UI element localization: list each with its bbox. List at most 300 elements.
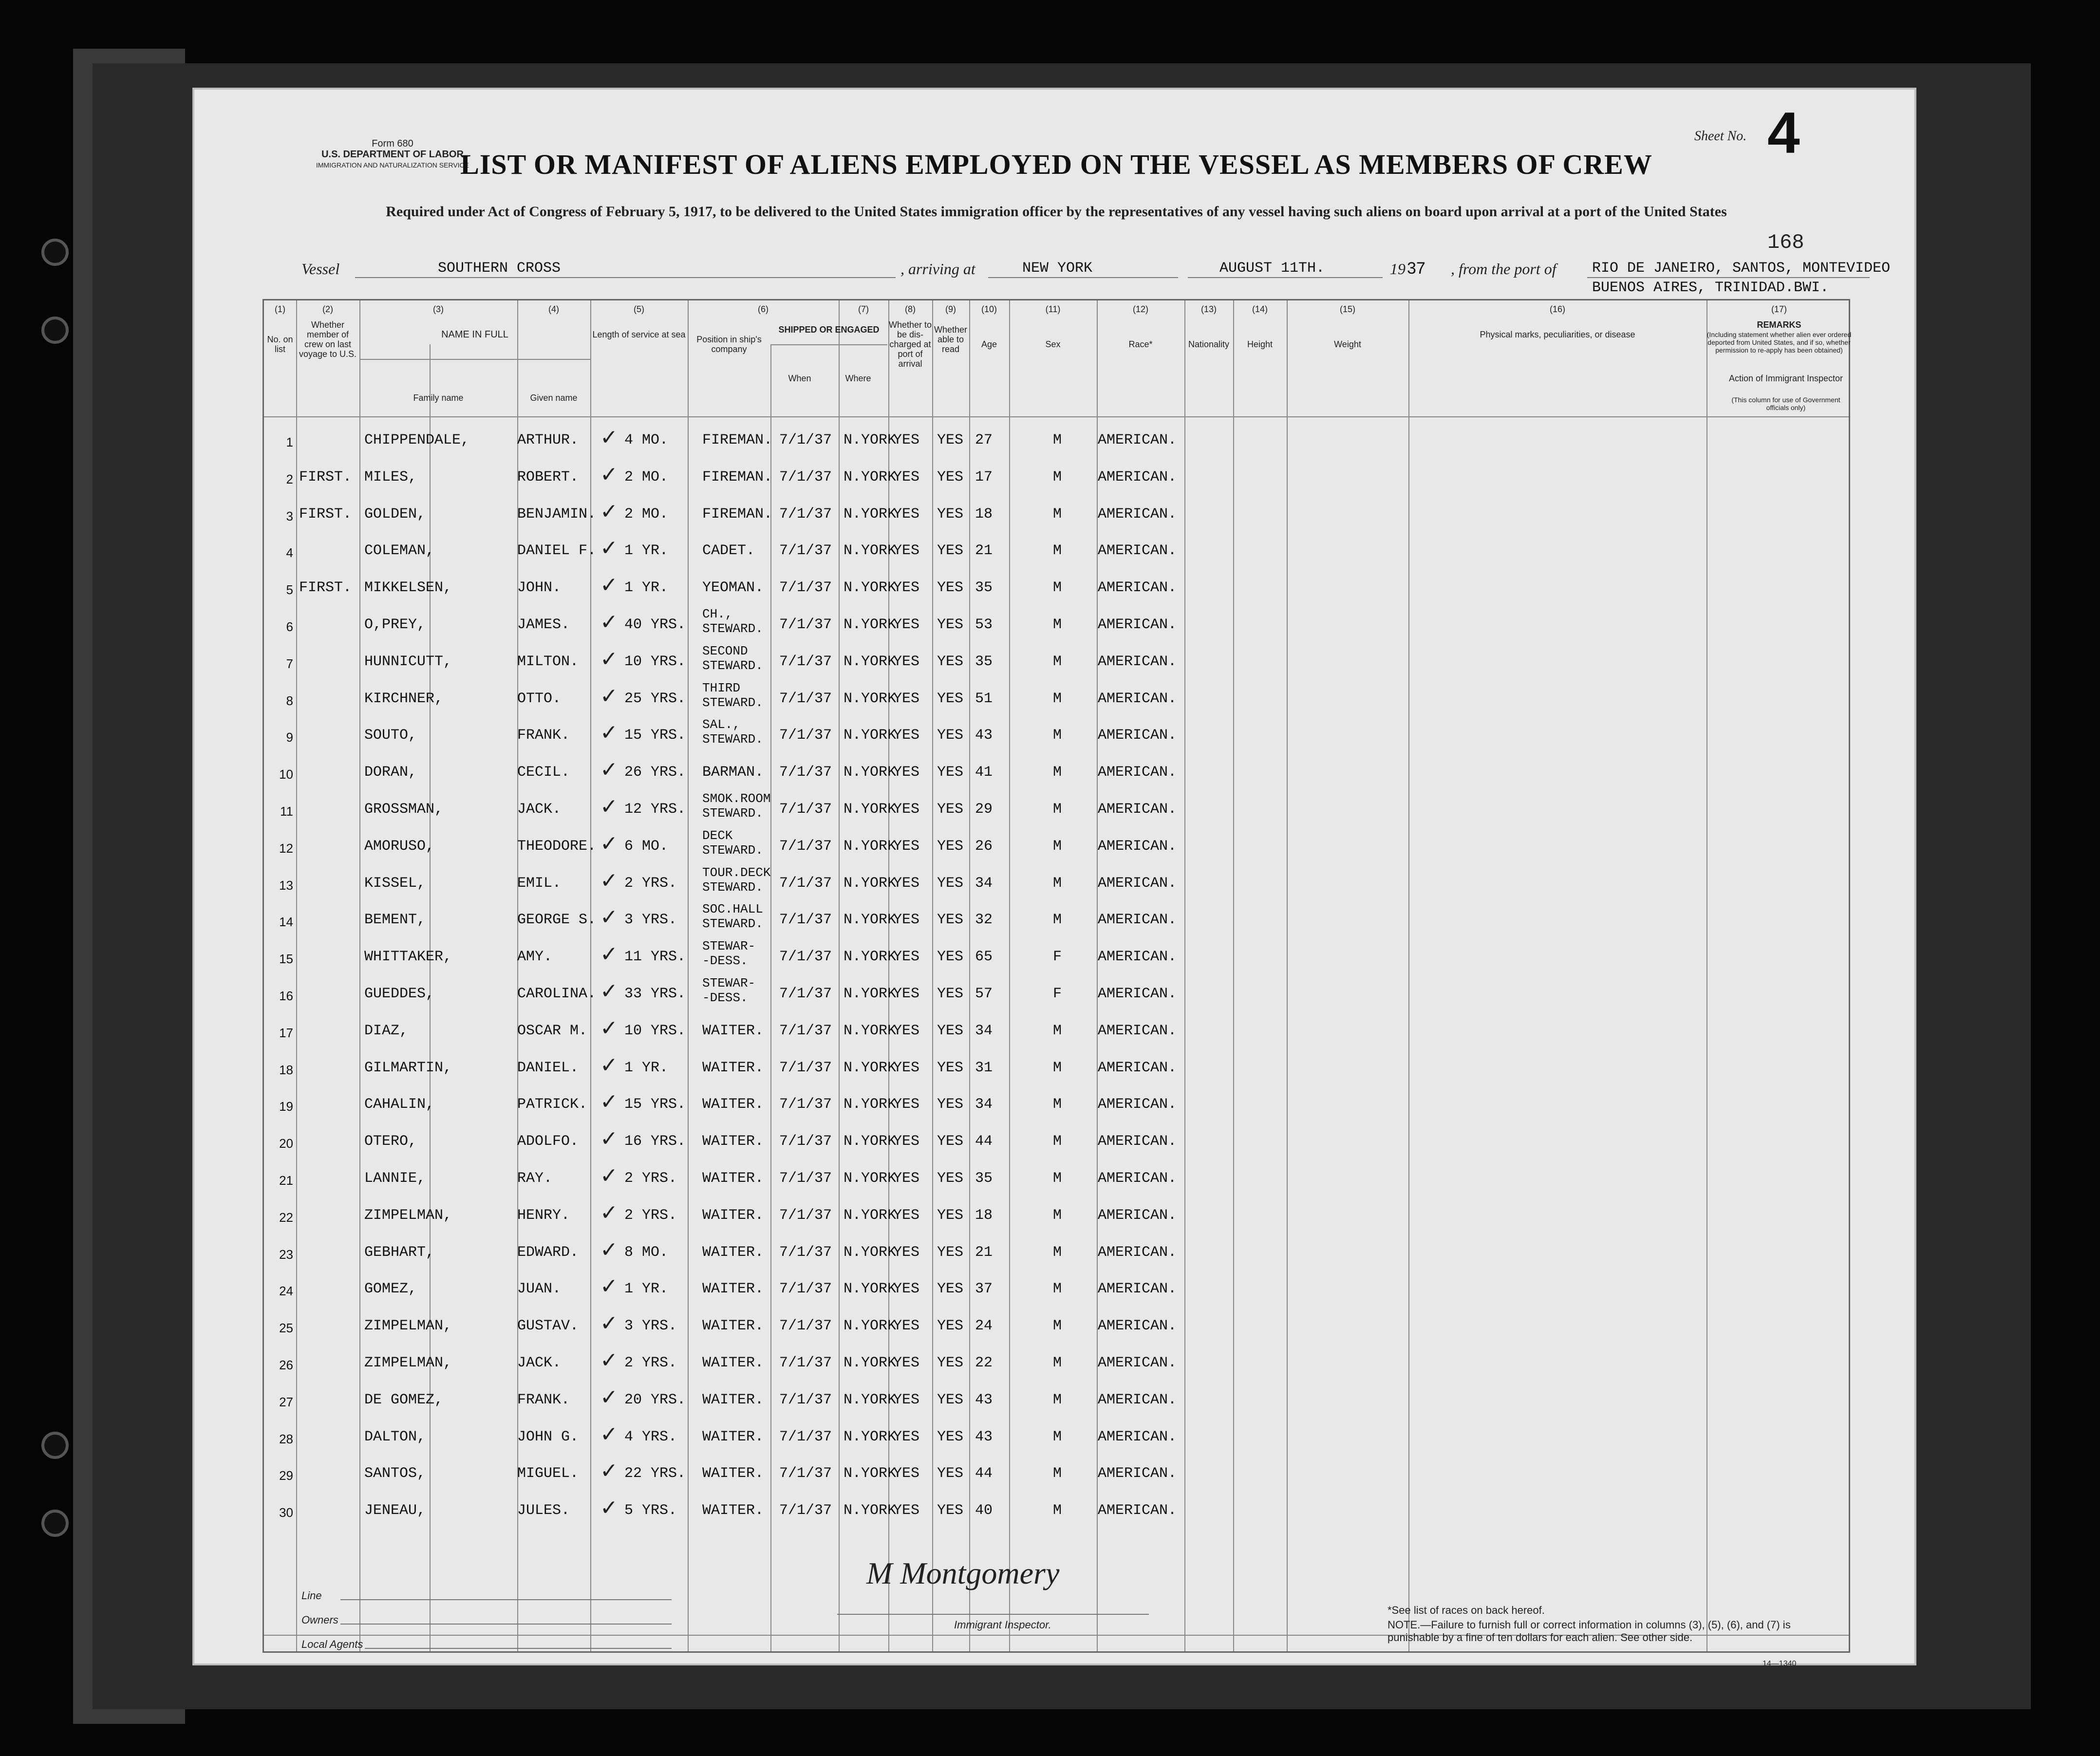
cell-able-to-read: YES [937, 1428, 964, 1445]
cell-able-to-read: YES [937, 505, 964, 523]
cell-position: WAITER. [702, 1465, 764, 1482]
cell-nationality: AMERICAN. [1098, 468, 1177, 486]
cell-age: 34 [975, 1096, 993, 1113]
cell-nationality: AMERICAN. [1098, 1170, 1177, 1187]
cell-able-to-read: YES [937, 764, 964, 781]
cell-position-line1: THIRD [702, 680, 741, 695]
binder-hole [41, 1510, 69, 1537]
cell-service: 22 YRS. [624, 1465, 686, 1482]
cell-shipped-when: 7/1/37 [779, 1022, 832, 1039]
cell-given-name: MILTON. [517, 653, 579, 670]
cell-shipped-when: 7/1/37 [779, 727, 832, 744]
cell-position: BARMAN. [702, 764, 764, 781]
cell-family-name: DIAZ, [364, 1022, 409, 1039]
cell-service: 4 MO. [624, 432, 669, 448]
cell-position: WAITER. [702, 1059, 764, 1076]
check-mark-icon: ✓ [600, 1311, 618, 1336]
cell-able-to-read: YES [937, 542, 964, 560]
cell-given-name: CECIL. [517, 764, 570, 781]
header-where: Where [845, 374, 871, 383]
cell-given-name: EDWARD. [517, 1244, 579, 1261]
cell-family-name: GOMEZ, [364, 1281, 417, 1298]
cell-nationality: AMERICAN. [1098, 1207, 1177, 1224]
cell-sex: M [1053, 1207, 1062, 1224]
cell-given-name: MIGUEL. [517, 1465, 579, 1482]
cell-shipped-when: 7/1/37 [779, 468, 832, 486]
col-num-7: (7) [858, 304, 869, 314]
cell-list-no: 22 [279, 1210, 293, 1225]
cell-able-to-read: YES [937, 949, 964, 966]
cell-position: WAITER. [702, 1502, 764, 1519]
cell-list-no: 9 [286, 730, 293, 745]
cell-age: 43 [975, 1391, 993, 1408]
check-mark-icon: ✓ [600, 1163, 618, 1188]
cell-shipped-when: 7/1/37 [779, 764, 832, 781]
cell-age: 29 [975, 801, 993, 818]
owners-label: Owners [301, 1614, 338, 1626]
cell-position-line2: STEWARD. [702, 916, 763, 932]
cell-discharged: YES [893, 764, 920, 781]
cell-shipped-where: N.YORK [844, 1465, 897, 1482]
cell-given-name: DANIEL. [517, 1059, 579, 1076]
cell-shipped-where: N.YORK [844, 1170, 897, 1187]
cell-able-to-read: YES [937, 1133, 964, 1150]
cell-shipped-when: 7/1/37 [779, 542, 832, 560]
cell-sex: F [1053, 949, 1062, 966]
cell-position-line2: STEWARD. [702, 621, 763, 636]
cell-family-name: JENEAU, [364, 1502, 426, 1519]
cell-position-line2: STEWARD. [702, 879, 763, 895]
cell-nationality: AMERICAN. [1098, 1096, 1177, 1113]
cell-discharged: YES [893, 542, 920, 560]
cell-able-to-read: YES [937, 1318, 964, 1335]
cell-position-line1: SECOND [702, 643, 748, 658]
cell-prev-voyage: FIRST. [299, 579, 352, 597]
cell-age: 43 [975, 1428, 993, 1445]
cell-sex: M [1053, 912, 1062, 929]
cell-shipped-when: 7/1/37 [779, 1318, 832, 1335]
cell-list-no: 19 [279, 1099, 293, 1114]
cell-able-to-read: YES [937, 727, 964, 744]
header-given-name: Given name [530, 393, 578, 403]
cell-list-no: 13 [279, 878, 293, 893]
cell-family-name: LANNIE, [364, 1170, 426, 1187]
cell-family-name: KIRCHNER, [364, 690, 444, 707]
check-mark-icon: ✓ [600, 794, 618, 819]
cell-discharged: YES [893, 1096, 920, 1113]
cell-service: 40 YRS. [624, 616, 686, 633]
cell-discharged: YES [893, 1465, 920, 1482]
cell-position: FIREMAN. [702, 432, 773, 448]
header-position: Position in ship's company [696, 335, 762, 354]
cell-list-no: 20 [279, 1136, 293, 1151]
cell-able-to-read: YES [937, 468, 964, 486]
cell-able-to-read: YES [937, 1059, 964, 1076]
col-num-9: (9) [945, 304, 956, 314]
cell-nationality: AMERICAN. [1098, 1502, 1177, 1519]
arrival-date: AUGUST 11TH. [1219, 260, 1325, 277]
cell-discharged: YES [893, 468, 920, 486]
page-title: LIST OR MANIFEST OF ALIENS EMPLOYED ON THE VESSEL AS MEMBERS OF CREW [460, 149, 1652, 180]
cell-position: WAITER. [702, 1133, 764, 1150]
cell-sex: M [1053, 505, 1062, 523]
cell-nationality: AMERICAN. [1098, 1281, 1177, 1298]
cell-position: FIREMAN. [702, 468, 773, 486]
races-note: *See list of races on back hereof. [1388, 1604, 1545, 1616]
header-inspector-action: Action of Immigrant Inspector [1728, 374, 1843, 383]
cell-position: WAITER. [702, 1281, 764, 1298]
sheet-number-label: Sheet No. [1694, 129, 1747, 144]
cell-discharged: YES [893, 801, 920, 818]
arriving-label: , arriving at [900, 260, 975, 278]
check-mark-icon: ✓ [600, 646, 618, 672]
cell-shipped-where: N.YORK [844, 653, 897, 670]
cell-given-name: ROBERT. [517, 468, 579, 486]
cell-given-name: AMY. [517, 949, 553, 966]
cell-shipped-when: 7/1/37 [779, 1281, 832, 1298]
cell-shipped-where: N.YORK [844, 1281, 897, 1298]
cell-shipped-when: 7/1/37 [779, 505, 832, 523]
cell-given-name: PATRICK. [517, 1096, 588, 1113]
cell-nationality: AMERICAN. [1098, 1133, 1177, 1150]
cell-list-no: 4 [286, 545, 293, 560]
check-mark-icon: ✓ [600, 1384, 618, 1410]
header-last-voyage: Whether member of crew on last voyage to U.S. [299, 320, 357, 359]
cell-age: 41 [975, 764, 993, 781]
cell-service: 20 YRS. [624, 1391, 686, 1408]
crew-table [262, 299, 1850, 1653]
cell-nationality: AMERICAN. [1098, 1355, 1177, 1371]
cell-given-name: JUAN. [517, 1281, 562, 1298]
header-family-name: Family name [413, 393, 464, 403]
cell-shipped-when: 7/1/37 [779, 1355, 832, 1371]
cell-position: FIREMAN. [702, 505, 773, 523]
cell-age: 65 [975, 949, 993, 966]
header-weight: Weight [1334, 339, 1361, 349]
cell-list-no: 24 [279, 1284, 293, 1299]
cell-position: WAITER. [702, 1207, 764, 1224]
cell-age: 35 [975, 1170, 993, 1187]
cell-given-name: DANIEL F. [517, 542, 597, 560]
cell-service: 33 YRS. [624, 986, 686, 1002]
cell-shipped-when: 7/1/37 [779, 912, 832, 929]
cell-shipped-when: 7/1/37 [779, 875, 832, 892]
cell-nationality: AMERICAN. [1098, 912, 1177, 929]
header-able-to-read: Whether able to read [934, 325, 968, 354]
cell-service: 10 YRS. [624, 1022, 686, 1039]
cell-discharged: YES [893, 1244, 920, 1261]
cell-list-no: 1 [286, 435, 293, 449]
cell-sex: M [1053, 1096, 1062, 1113]
cell-shipped-when: 7/1/37 [779, 1170, 832, 1187]
cell-able-to-read: YES [937, 1465, 964, 1482]
check-mark-icon: ✓ [600, 720, 618, 746]
cell-age: 40 [975, 1502, 993, 1519]
cell-shipped-when: 7/1/37 [779, 1207, 832, 1224]
cell-position-line1: CH., [702, 607, 733, 621]
cell-service: 5 YRS. [624, 1502, 677, 1519]
cell-age: 21 [975, 1244, 993, 1261]
cell-list-no: 29 [279, 1468, 293, 1483]
col-num-14: (14) [1252, 304, 1268, 314]
cell-able-to-read: YES [937, 616, 964, 633]
cell-list-no: 6 [286, 619, 293, 634]
check-mark-icon: ✓ [600, 831, 618, 856]
cell-sex: M [1053, 727, 1062, 744]
cell-sex: M [1053, 1059, 1062, 1076]
page-subtitle: Required under Act of Congress of February 5, 1917, to be delivered to the United States immigration officer by the representatives of any vessel having such aliens on board upon arrival at a port of the United States [386, 204, 1727, 220]
cell-sex: M [1053, 579, 1062, 597]
cell-shipped-where: N.YORK [844, 727, 897, 744]
cell-shipped-where: N.YORK [844, 764, 897, 781]
cell-discharged: YES [893, 432, 920, 448]
cell-given-name: JOHN G. [517, 1428, 579, 1445]
cell-given-name: JACK. [517, 1355, 562, 1371]
cell-position-line2: STEWARD. [702, 842, 763, 858]
cell-nationality: AMERICAN. [1098, 764, 1177, 781]
cell-service: 6 MO. [624, 838, 669, 855]
cell-position-line1: SAL., [702, 717, 741, 732]
header-remarks: REMARKS [1757, 320, 1801, 330]
manifest-sheet [192, 88, 1916, 1668]
col-num-13: (13) [1200, 304, 1217, 314]
cell-given-name: RAY. [517, 1170, 553, 1187]
cell-discharged: YES [893, 1022, 920, 1039]
check-mark-icon: ✓ [600, 1458, 618, 1484]
check-mark-icon: ✓ [600, 905, 618, 930]
cell-discharged: YES [893, 505, 920, 523]
cell-sex: M [1053, 432, 1062, 448]
cell-able-to-read: YES [937, 1207, 964, 1224]
cell-shipped-where: N.YORK [844, 875, 897, 892]
cell-nationality: AMERICAN. [1098, 986, 1177, 1002]
header-inspector-note: (This column for use of Government officials only) [1731, 396, 1840, 411]
cell-shipped-where: N.YORK [844, 432, 897, 448]
cell-service: 11 YRS. [624, 949, 686, 966]
cell-sex: M [1053, 1244, 1062, 1261]
cell-age: 18 [975, 1207, 993, 1224]
cell-able-to-read: YES [937, 1391, 964, 1408]
cell-list-no: 8 [286, 693, 293, 708]
cell-discharged: YES [893, 949, 920, 966]
header-shipped-engaged: SHIPPED OR ENGAGED [778, 325, 880, 335]
cell-age: 21 [975, 542, 993, 560]
cell-service: 3 YRS. [624, 1318, 677, 1335]
col-num-5: (5) [634, 304, 644, 314]
cell-able-to-read: YES [937, 1170, 964, 1187]
cell-discharged: YES [893, 875, 920, 892]
cell-shipped-where: N.YORK [844, 1059, 897, 1076]
cell-able-to-read: YES [937, 432, 964, 448]
form-number: Form 680 [372, 138, 413, 149]
cell-able-to-read: YES [937, 1355, 964, 1371]
cell-list-no: 12 [279, 841, 293, 856]
cell-sex: M [1053, 1502, 1062, 1519]
cell-shipped-when: 7/1/37 [779, 1465, 832, 1482]
service-name: IMMIGRATION AND NATURALIZATION SERVICE [316, 161, 469, 169]
cell-list-no: 16 [279, 989, 293, 1003]
cell-sex: M [1053, 1022, 1062, 1039]
col-num-1: (1) [275, 304, 285, 314]
cell-age: 53 [975, 616, 993, 633]
local-agents-label: Local Agents [301, 1638, 363, 1650]
cell-nationality: AMERICAN. [1098, 949, 1177, 966]
department-name: U.S. DEPARTMENT OF LABOR [321, 149, 464, 160]
cell-service: 1 YR. [624, 1281, 669, 1298]
cell-discharged: YES [893, 653, 920, 670]
cell-able-to-read: YES [937, 1502, 964, 1519]
cell-shipped-where: N.YORK [844, 1133, 897, 1150]
cell-position-line2: STEWARD. [702, 732, 763, 747]
cell-service: 3 YRS. [624, 912, 677, 929]
cell-service: 2 YRS. [624, 1355, 677, 1371]
check-mark-icon: ✓ [600, 1052, 618, 1078]
cell-nationality: AMERICAN. [1098, 875, 1177, 892]
cell-discharged: YES [893, 1207, 920, 1224]
departure-ports-line1: RIO DE JANEIRO, SANTOS, MONTEVIDEO [1592, 260, 1891, 277]
check-mark-icon: ✓ [600, 536, 618, 561]
cell-nationality: AMERICAN. [1098, 542, 1177, 560]
cell-able-to-read: YES [937, 875, 964, 892]
check-mark-icon: ✓ [600, 1015, 618, 1041]
cell-given-name: JACK. [517, 801, 562, 818]
cell-shipped-where: N.YORK [844, 1391, 897, 1408]
cell-able-to-read: YES [937, 690, 964, 707]
cell-position-line2: STEWARD. [702, 658, 763, 673]
cell-family-name: GOLDEN, [364, 505, 426, 523]
cell-given-name: BENJAMIN. [517, 505, 597, 523]
check-mark-icon: ✓ [600, 1421, 618, 1447]
cell-nationality: AMERICAN. [1098, 1428, 1177, 1445]
cell-list-no: 21 [279, 1173, 293, 1188]
col-num-15: (15) [1339, 304, 1355, 314]
cell-list-no: 3 [286, 508, 293, 523]
cell-list-no: 28 [279, 1431, 293, 1446]
cell-position-line2: STEWARD. [702, 806, 763, 821]
cell-service: 2 YRS. [624, 875, 677, 892]
cell-shipped-where: N.YORK [844, 1502, 897, 1519]
header-length-of-service: Length of service at sea [592, 330, 686, 339]
cell-family-name: MIKKELSEN, [364, 579, 452, 597]
cell-able-to-read: YES [937, 986, 964, 1002]
col-num-16: (16) [1549, 304, 1565, 314]
cell-family-name: DORAN, [364, 764, 417, 781]
cell-nationality: AMERICAN. [1098, 1465, 1177, 1482]
cell-list-no: 25 [279, 1321, 293, 1336]
cell-given-name: ARTHUR. [517, 432, 579, 448]
cell-shipped-when: 7/1/37 [779, 579, 832, 597]
cell-shipped-when: 7/1/37 [779, 690, 832, 707]
cell-nationality: AMERICAN. [1098, 838, 1177, 855]
col-num-3: (3) [433, 304, 444, 314]
cell-sex: M [1053, 1170, 1062, 1187]
cell-age: 57 [975, 986, 993, 1002]
cell-shipped-where: N.YORK [844, 838, 897, 855]
cell-nationality: AMERICAN. [1098, 1022, 1177, 1039]
cell-list-no: 26 [279, 1358, 293, 1372]
cell-able-to-read: YES [937, 838, 964, 855]
cell-sex: M [1053, 616, 1062, 633]
cell-given-name: EMIL. [517, 875, 562, 892]
cell-service: 25 YRS. [624, 690, 686, 707]
check-mark-icon: ✓ [600, 462, 618, 487]
col-num-10: (10) [981, 304, 997, 314]
cell-age: 34 [975, 1022, 993, 1039]
departure-ports-line2: BUENOS AIRES, TRINIDAD.BWI. [1592, 280, 1829, 296]
cell-service: 15 YRS. [624, 727, 686, 744]
binder-hole [41, 317, 69, 344]
cell-able-to-read: YES [937, 1281, 964, 1298]
cell-discharged: YES [893, 690, 920, 707]
cell-list-no: 30 [279, 1505, 293, 1520]
header-age: Age [981, 339, 997, 349]
cell-age: 26 [975, 838, 993, 855]
col-num-2: (2) [322, 304, 333, 314]
cell-nationality: AMERICAN. [1098, 616, 1177, 633]
col-num-17: (17) [1771, 304, 1787, 314]
cell-nationality: AMERICAN. [1098, 727, 1177, 744]
check-mark-icon: ✓ [600, 610, 618, 635]
cell-list-no: 7 [286, 656, 293, 671]
cell-service: 1 YR. [624, 1059, 669, 1076]
cell-age: 43 [975, 727, 993, 744]
header-physical-marks: Physical marks, peculiarities, or disease [1480, 330, 1635, 339]
cell-discharged: YES [893, 1428, 920, 1445]
cell-prev-voyage: FIRST. [299, 468, 352, 486]
penalty-note: NOTE.—Failure to furnish full or correct information in columns (3), (5), (6), and (7) is punishable by a fine of ten dollars for each alien. See other side. [1388, 1619, 1791, 1644]
cell-shipped-when: 7/1/37 [779, 653, 832, 670]
cell-family-name: GEBHART, [364, 1244, 435, 1261]
arrival-year: 37 [1407, 259, 1425, 278]
cell-age: 44 [975, 1465, 993, 1482]
cell-list-no: 17 [279, 1025, 293, 1040]
cell-service: 1 YR. [624, 542, 669, 560]
cell-given-name: OTTO. [517, 690, 562, 707]
check-mark-icon: ✓ [600, 1348, 618, 1373]
cell-sex: M [1053, 1355, 1062, 1371]
cell-nationality: AMERICAN. [1098, 1244, 1177, 1261]
cell-shipped-where: N.YORK [844, 505, 897, 523]
cell-given-name: ADOLFO. [517, 1133, 579, 1150]
cell-able-to-read: YES [937, 1244, 964, 1261]
cell-shipped-where: N.YORK [844, 949, 897, 966]
cell-shipped-where: N.YORK [844, 986, 897, 1002]
cell-age: 24 [975, 1318, 993, 1335]
cell-shipped-when: 7/1/37 [779, 616, 832, 633]
cell-shipped-when: 7/1/37 [779, 432, 832, 448]
cell-shipped-where: N.YORK [844, 801, 897, 818]
cell-discharged: YES [893, 986, 920, 1002]
cell-discharged: YES [893, 1133, 920, 1150]
cell-list-no: 15 [279, 952, 293, 967]
cell-sex: F [1053, 986, 1062, 1002]
cell-discharged: YES [893, 1502, 920, 1519]
cell-list-no: 2 [286, 471, 293, 486]
cell-family-name: DALTON, [364, 1428, 426, 1445]
cell-position-line1: TOUR.DECK [702, 865, 771, 880]
header-when: When [788, 374, 811, 383]
check-mark-icon: ✓ [600, 1237, 618, 1262]
cell-family-name: GILMARTIN, [364, 1059, 452, 1076]
cell-discharged: YES [893, 1059, 920, 1076]
cell-shipped-where: N.YORK [844, 1428, 897, 1445]
cell-list-no: 23 [279, 1247, 293, 1262]
cell-discharged: YES [893, 912, 920, 929]
cell-position-line1: DECK [702, 828, 733, 843]
cell-sex: M [1053, 653, 1062, 670]
cell-shipped-where: N.YORK [844, 912, 897, 929]
header-height: Height [1247, 339, 1273, 349]
